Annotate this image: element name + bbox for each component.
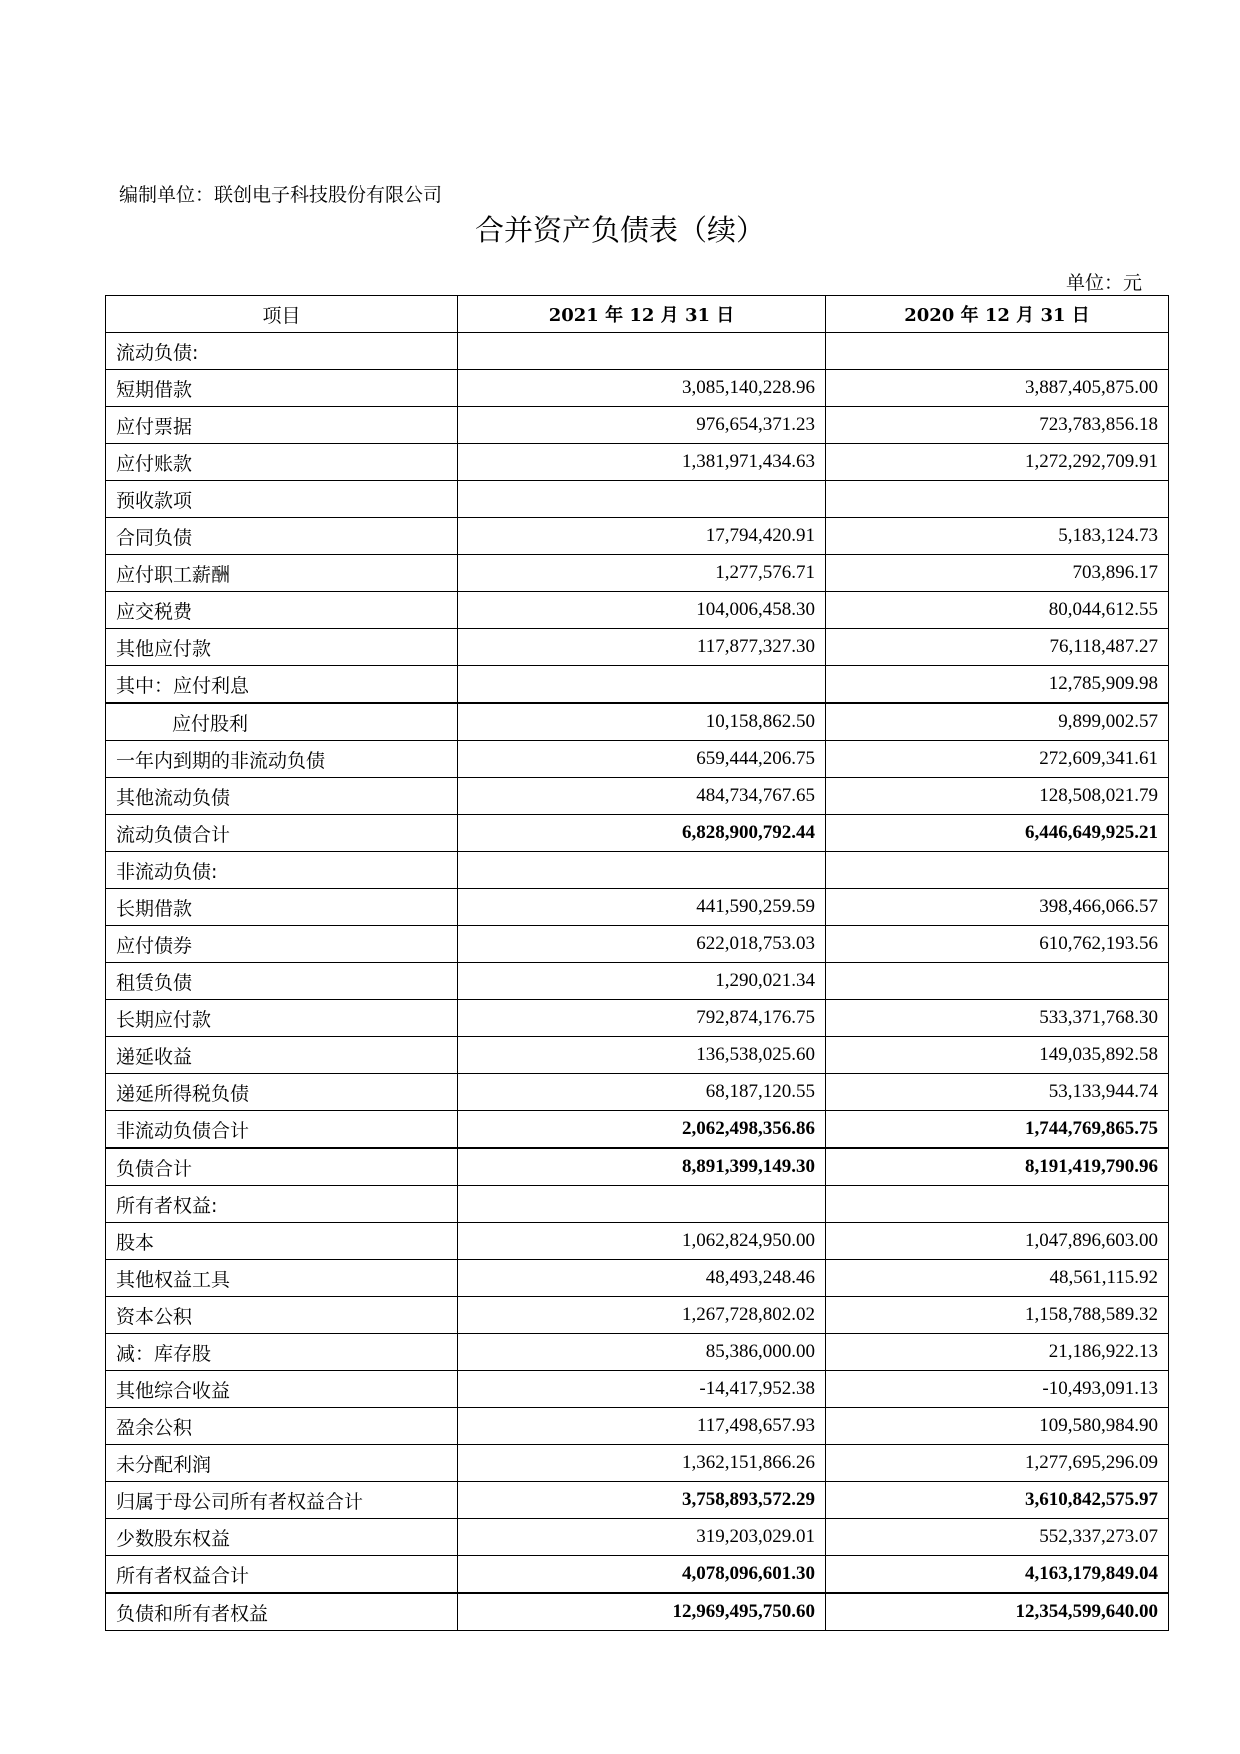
table-row <box>106 1037 1169 1074</box>
row-value-prior: 1,047,896,603.00 <box>826 1223 1169 1260</box>
row-label: 递延所得税负债 <box>106 1074 458 1111</box>
row-label: 长期应付款 <box>106 1000 458 1037</box>
row-label: 应付账款 <box>106 444 458 481</box>
row-value-prior: 9,899,002.57 <box>826 703 1169 741</box>
row-value-prior <box>826 333 1169 370</box>
row-value-current <box>458 1186 826 1223</box>
currency-unit: 单位：元 <box>1065 272 1142 294</box>
table-row <box>106 1148 1169 1186</box>
row-value-current <box>458 852 826 889</box>
row-label: 所有者权益: <box>106 1186 458 1223</box>
table-row <box>106 666 1169 704</box>
row-label: 盈余公积 <box>106 1408 458 1445</box>
column-header-item: 项目 <box>106 296 458 333</box>
table-row <box>106 926 1169 963</box>
row-value-current: 17,794,420.91 <box>458 518 826 555</box>
row-label: 非流动负债合计 <box>106 1111 458 1149</box>
row-value-prior: 1,744,769,865.75 <box>826 1111 1169 1149</box>
row-label: 长期借款 <box>106 889 458 926</box>
table-row <box>106 629 1169 666</box>
table-row <box>106 407 1169 444</box>
row-value-prior: 53,133,944.74 <box>826 1074 1169 1111</box>
table-row <box>106 1297 1169 1334</box>
row-value-current: 3,085,140,228.96 <box>458 370 826 407</box>
row-value-current: 1,277,576.71 <box>458 555 826 592</box>
row-value-current: -14,417,952.38 <box>458 1371 826 1408</box>
row-label: 合同负债 <box>106 518 458 555</box>
row-label: 应付票据 <box>106 407 458 444</box>
row-label: 流动负债合计 <box>106 815 458 852</box>
table-row <box>106 889 1169 926</box>
table-row <box>106 741 1169 778</box>
row-value-current: 10,158,862.50 <box>458 703 826 741</box>
row-value-current: 484,734,767.65 <box>458 778 826 815</box>
table-row <box>106 592 1169 629</box>
row-value-prior: 1,272,292,709.91 <box>826 444 1169 481</box>
row-value-prior: 5,183,124.73 <box>826 518 1169 555</box>
row-value-current: 1,062,824,950.00 <box>458 1223 826 1260</box>
row-value-current: 441,590,259.59 <box>458 889 826 926</box>
row-value-prior: 3,610,842,575.97 <box>826 1482 1169 1519</box>
row-value-current: 319,203,029.01 <box>458 1519 826 1556</box>
row-label: 减：库存股 <box>106 1334 458 1371</box>
row-value-prior: 272,609,341.61 <box>826 741 1169 778</box>
row-value-current: 659,444,206.75 <box>458 741 826 778</box>
row-value-prior <box>826 963 1169 1000</box>
row-value-current: 48,493,248.46 <box>458 1260 826 1297</box>
row-value-prior <box>826 1186 1169 1223</box>
row-value-current: 1,267,728,802.02 <box>458 1297 826 1334</box>
row-value-prior: -10,493,091.13 <box>826 1371 1169 1408</box>
row-value-current: 976,654,371.23 <box>458 407 826 444</box>
row-value-current: 1,290,021.34 <box>458 963 826 1000</box>
table-row <box>106 444 1169 481</box>
table-row <box>106 1260 1169 1297</box>
row-label: 未分配利润 <box>106 1445 458 1482</box>
row-value-current: 3,758,893,572.29 <box>458 1482 826 1519</box>
row-label: 其他应付款 <box>106 629 458 666</box>
table-row <box>106 1445 1169 1482</box>
column-header-prior: 2020 年 12 月 31 日 <box>826 296 1169 333</box>
row-label: 租赁负债 <box>106 963 458 1000</box>
row-value-prior: 12,354,599,640.00 <box>826 1593 1169 1631</box>
page-title: 合并资产负债表（续） <box>474 213 765 247</box>
row-label: 一年内到期的非流动负债 <box>106 741 458 778</box>
row-value-current: 136,538,025.60 <box>458 1037 826 1074</box>
row-label: 资本公积 <box>106 1297 458 1334</box>
row-label: 其他综合收益 <box>106 1371 458 1408</box>
row-value-prior <box>826 481 1169 518</box>
table-header-row <box>106 296 1169 333</box>
row-value-current: 104,006,458.30 <box>458 592 826 629</box>
row-label: 应交税费 <box>106 592 458 629</box>
row-value-prior: 48,561,115.92 <box>826 1260 1169 1297</box>
table-row <box>106 333 1169 370</box>
row-value-prior: 76,118,487.27 <box>826 629 1169 666</box>
row-label: 少数股东权益 <box>106 1519 458 1556</box>
row-value-prior: 1,277,695,296.09 <box>826 1445 1169 1482</box>
row-label: 应付职工薪酬 <box>106 555 458 592</box>
table-row <box>106 1186 1169 1223</box>
row-value-current: 1,362,151,866.26 <box>458 1445 826 1482</box>
row-value-prior: 149,035,892.58 <box>826 1037 1169 1074</box>
row-value-current: 117,877,327.30 <box>458 629 826 666</box>
table-row <box>106 1482 1169 1519</box>
row-value-prior: 398,466,066.57 <box>826 889 1169 926</box>
table-row <box>106 1593 1169 1631</box>
table-row <box>106 370 1169 407</box>
row-value-prior: 80,044,612.55 <box>826 592 1169 629</box>
row-label: 所有者权益合计 <box>106 1556 458 1594</box>
row-label: 其他流动负债 <box>106 778 458 815</box>
row-value-prior: 610,762,193.56 <box>826 926 1169 963</box>
row-value-prior: 552,337,273.07 <box>826 1519 1169 1556</box>
row-value-prior: 109,580,984.90 <box>826 1408 1169 1445</box>
row-value-current: 6,828,900,792.44 <box>458 815 826 852</box>
row-value-prior: 533,371,768.30 <box>826 1000 1169 1037</box>
row-value-current: 12,969,495,750.60 <box>458 1593 826 1631</box>
row-value-current <box>458 481 826 518</box>
row-label: 应付债券 <box>106 926 458 963</box>
row-value-current: 1,381,971,434.63 <box>458 444 826 481</box>
table-row <box>106 703 1169 741</box>
table-row <box>106 963 1169 1000</box>
table-row <box>106 1408 1169 1445</box>
table-row <box>106 1074 1169 1111</box>
row-value-prior: 4,163,179,849.04 <box>826 1556 1169 1594</box>
row-value-current: 117,498,657.93 <box>458 1408 826 1445</box>
table-row <box>106 1556 1169 1594</box>
row-value-prior: 723,783,856.18 <box>826 407 1169 444</box>
row-value-prior: 12,785,909.98 <box>826 666 1169 704</box>
row-value-prior <box>826 852 1169 889</box>
row-value-current: 2,062,498,356.86 <box>458 1111 826 1149</box>
row-value-current: 68,187,120.55 <box>458 1074 826 1111</box>
row-label: 非流动负债: <box>106 852 458 889</box>
row-value-current: 622,018,753.03 <box>458 926 826 963</box>
row-label: 股本 <box>106 1223 458 1260</box>
row-value-prior: 8,191,419,790.96 <box>826 1148 1169 1186</box>
row-label: 短期借款 <box>106 370 458 407</box>
row-value-current: 792,874,176.75 <box>458 1000 826 1037</box>
table-row <box>106 1223 1169 1260</box>
table-row <box>106 852 1169 889</box>
row-value-current <box>458 666 826 704</box>
balance-sheet-table <box>105 295 1169 1631</box>
table-row <box>106 1111 1169 1149</box>
table-row <box>106 481 1169 518</box>
table-row <box>106 815 1169 852</box>
row-value-current <box>458 333 826 370</box>
row-label: 递延收益 <box>106 1037 458 1074</box>
row-label: 负债和所有者权益 <box>106 1593 458 1631</box>
row-value-prior: 703,896.17 <box>826 555 1169 592</box>
table-row <box>106 1000 1169 1037</box>
row-label: 流动负债: <box>106 333 458 370</box>
row-value-current: 8,891,399,149.30 <box>458 1148 826 1186</box>
row-value-prior: 6,446,649,925.21 <box>826 815 1169 852</box>
table-row <box>106 1371 1169 1408</box>
row-value-prior: 128,508,021.79 <box>826 778 1169 815</box>
column-header-current: 2021 年 12 月 31 日 <box>458 296 826 333</box>
row-value-prior: 3,887,405,875.00 <box>826 370 1169 407</box>
table-row <box>106 1519 1169 1556</box>
row-label: 其他权益工具 <box>106 1260 458 1297</box>
row-label: 其中：应付利息 <box>106 666 458 704</box>
row-value-current: 85,386,000.00 <box>458 1334 826 1371</box>
row-label: 预收款项 <box>106 481 458 518</box>
compiler-unit: 编制单位：联创电子科技股份有限公司 <box>119 184 443 206</box>
table-row <box>106 518 1169 555</box>
row-value-prior: 1,158,788,589.32 <box>826 1297 1169 1334</box>
row-label: 归属于母公司所有者权益合计 <box>106 1482 458 1519</box>
table-row <box>106 1334 1169 1371</box>
table-row <box>106 778 1169 815</box>
table-row <box>106 555 1169 592</box>
row-label: 应付股利 <box>106 703 458 741</box>
row-label: 负债合计 <box>106 1148 458 1186</box>
row-value-prior: 21,186,922.13 <box>826 1334 1169 1371</box>
row-value-current: 4,078,096,601.30 <box>458 1556 826 1594</box>
